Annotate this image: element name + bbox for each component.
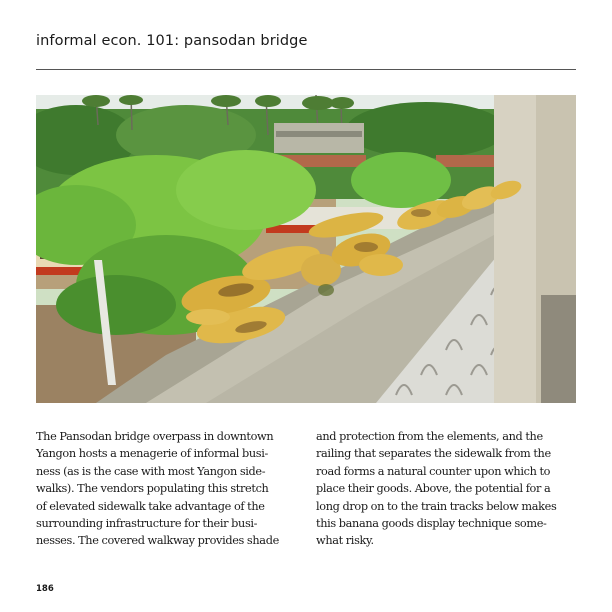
banana-railing-photo xyxy=(36,95,576,403)
body-text-left-column xyxy=(36,428,298,550)
body-line: nesses. The covered walkway provides shade xyxy=(36,534,279,548)
body-line: what risky. xyxy=(316,534,374,548)
body-line: walks). The vendors populating this stretch xyxy=(36,482,269,496)
body-line: Yangon hosts a menagerie of informal busi- xyxy=(36,447,268,461)
body-text-right-column xyxy=(316,428,578,550)
body-line: road forms a natural counter upon which to xyxy=(316,464,551,478)
body-line: The Pansodan bridge overpass in downtown xyxy=(36,430,274,443)
header-rule xyxy=(36,69,576,70)
body-line: place their goods. Above, the potential for a xyxy=(316,482,551,496)
body-line: of elevated sidewalk take advantage of the xyxy=(36,499,265,513)
body-line: long drop on to the train tracks below makes xyxy=(316,499,557,513)
body-line: surrounding infrastructure for their busi- xyxy=(36,517,258,531)
body-line: ness (as is the case with most Yangon side- xyxy=(36,464,266,478)
page-title: informal econ. 101: pansodan bridge xyxy=(36,33,308,49)
body-line: and protection from the elements, and the xyxy=(316,430,543,443)
body-line: this banana goods display technique some- xyxy=(316,517,547,531)
body-line: railing that separates the sidewalk from the xyxy=(316,447,551,461)
page-number: 186 xyxy=(36,584,54,594)
